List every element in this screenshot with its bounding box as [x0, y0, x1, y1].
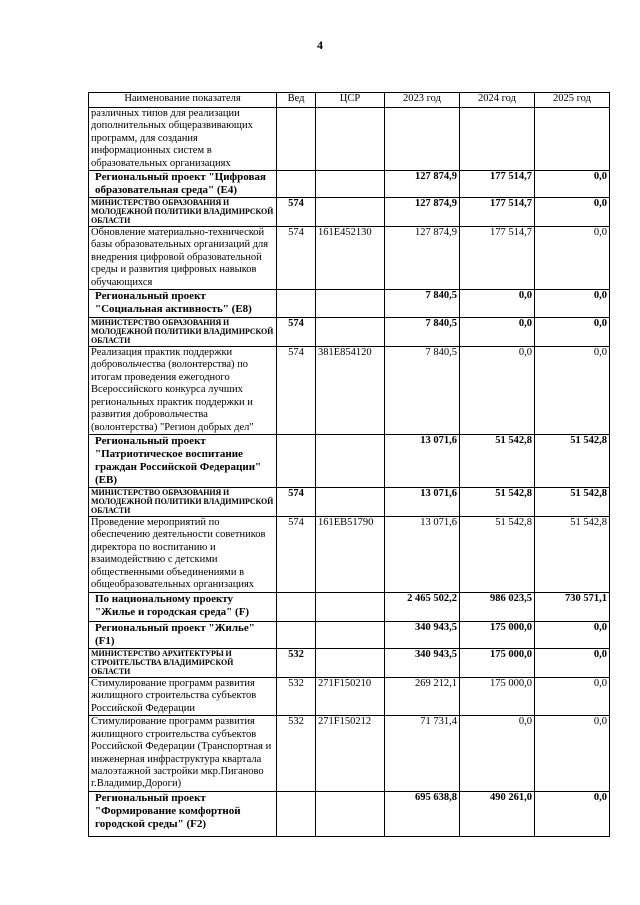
row-2024-value: 986 023,5 — [460, 593, 535, 622]
table-row — [89, 198, 610, 227]
row-ved: 532 — [277, 649, 316, 678]
row-csr — [316, 318, 385, 347]
row-ved — [277, 171, 316, 198]
row-csr — [316, 622, 385, 649]
row-2024-value: 177 514,7 — [460, 198, 535, 227]
row-csr — [316, 108, 385, 171]
row-2024-value: 177 514,7 — [460, 171, 535, 198]
header-2024: 2024 год — [460, 93, 535, 108]
row-2025-value: 0,0 — [535, 678, 610, 716]
table-row — [89, 227, 610, 290]
row-ved — [277, 290, 316, 318]
row-2024-value: 51 542,8 — [460, 517, 535, 593]
row-2024-value — [460, 108, 535, 171]
row-2023-value: 13 071,6 — [385, 488, 460, 517]
row-ved: 574 — [277, 198, 316, 227]
row-csr — [316, 171, 385, 198]
row-2023-value: 2 465 502,2 — [385, 593, 460, 622]
table-row — [89, 649, 610, 678]
row-2023-value: 7 840,5 — [385, 318, 460, 347]
table-row — [89, 108, 610, 171]
row-2025-value: 0,0 — [535, 198, 610, 227]
row-2023-value: 269 212,1 — [385, 678, 460, 716]
table-row — [89, 791, 610, 836]
row-2025-value — [535, 108, 610, 171]
table-row — [89, 171, 610, 198]
row-ved — [277, 108, 316, 171]
row-csr — [316, 488, 385, 517]
row-name: Региональный проект "Цифровая образовательная среда" (E4) — [89, 171, 277, 198]
row-2023-value — [385, 108, 460, 171]
row-2024-value: 0,0 — [460, 290, 535, 318]
row-2023-value: 340 943,5 — [385, 649, 460, 678]
row-name: Региональный проект "Формирование комфортной городской среды" (F2) — [89, 791, 277, 836]
row-ved: 574 — [277, 347, 316, 435]
row-2023-value: 127 874,9 — [385, 198, 460, 227]
row-2024-value: 175 000,0 — [460, 649, 535, 678]
table-header-row — [89, 93, 610, 108]
header-2023: 2023 год — [385, 93, 460, 108]
row-2023-value: 71 731,4 — [385, 716, 460, 791]
row-2025-value: 0,0 — [535, 649, 610, 678]
row-2025-value: 0,0 — [535, 622, 610, 649]
row-csr — [316, 593, 385, 622]
row-ved: 532 — [277, 678, 316, 716]
row-name: Проведение мероприятий по обеспечению деятельности советников директора по воспитанию и взаимодействию с детскими общественными объединениями в общеобразовательных организациях — [89, 517, 277, 593]
row-ved: 574 — [277, 227, 316, 290]
row-2024-value: 177 514,7 — [460, 227, 535, 290]
row-csr: 161E452130 — [316, 227, 385, 290]
row-2023-value: 7 840,5 — [385, 347, 460, 435]
row-2024-value: 0,0 — [460, 716, 535, 791]
row-2025-value: 0,0 — [535, 347, 610, 435]
row-ved: 532 — [277, 716, 316, 791]
row-2025-value: 0,0 — [535, 716, 610, 791]
row-ved: 574 — [277, 488, 316, 517]
row-ved — [277, 593, 316, 622]
table-row — [89, 593, 610, 622]
table-body — [89, 108, 610, 837]
row-2024-value: 51 542,8 — [460, 435, 535, 488]
row-csr — [316, 435, 385, 488]
row-csr: 161EB51790 — [316, 517, 385, 593]
row-2025-value: 0,0 — [535, 227, 610, 290]
page-number: 4 — [317, 38, 323, 52]
row-name: Обновление материально-технической базы образовательных организаций для внедрения цифровой образовательной среды и развития цифровых навыков обучающихся — [89, 227, 277, 290]
row-csr: 381E854120 — [316, 347, 385, 435]
row-2023-value: 695 638,8 — [385, 791, 460, 836]
row-name: различных типов для реализации дополнительных общеразвивающих программ, для создания информационных систем в образовательных организациях — [89, 108, 277, 171]
row-name: МИНИСТЕРСТВО АРХИТЕКТУРЫ И СТРОИТЕЛЬСТВА ВЛАДИМИРСКОЙ ОБЛАСТИ — [89, 649, 277, 678]
row-2024-value: 51 542,8 — [460, 488, 535, 517]
row-name: По национальному проекту "Жилье и городская среда" (F) — [89, 593, 277, 622]
budget-table — [88, 92, 610, 837]
row-name: Региональный проект "Патриотическое воспитание граждан Российской Федерации" (EB) — [89, 435, 277, 488]
row-2023-value: 127 874,9 — [385, 227, 460, 290]
row-2025-value: 51 542,8 — [535, 488, 610, 517]
row-csr — [316, 791, 385, 836]
row-name: Реализация практик поддержки добровольчества (волонтерства) по итогам проведения ежегодного Всероссийского конкурса лучших региональных практик поддержки и развития добровольчества (волонтерства) "Регион добрых дел" — [89, 347, 277, 435]
table-row — [89, 517, 610, 593]
row-name: Стимулирование программ развития жилищного строительства субъектов Российской Федерации (Транспортная и инженерная инфраструктура квартала малоэтажной застройки мкр.Пиганово г.Владимир,Дороги) — [89, 716, 277, 791]
row-ved — [277, 435, 316, 488]
table-row — [89, 347, 610, 435]
row-2023-value: 13 071,6 — [385, 435, 460, 488]
row-2023-value: 340 943,5 — [385, 622, 460, 649]
row-2024-value: 175 000,0 — [460, 678, 535, 716]
row-2023-value: 7 840,5 — [385, 290, 460, 318]
table-row — [89, 622, 610, 649]
row-2025-value: 0,0 — [535, 171, 610, 198]
row-csr — [316, 649, 385, 678]
table-row — [89, 678, 610, 716]
row-csr: 271F150212 — [316, 716, 385, 791]
row-2025-value: 51 542,8 — [535, 517, 610, 593]
header-name: Наименование показателя — [89, 93, 277, 108]
row-2024-value: 0,0 — [460, 347, 535, 435]
row-2025-value: 730 571,1 — [535, 593, 610, 622]
table-row — [89, 318, 610, 347]
row-2024-value: 0,0 — [460, 318, 535, 347]
row-2023-value: 127 874,9 — [385, 171, 460, 198]
row-2025-value: 0,0 — [535, 791, 610, 836]
row-2024-value: 175 000,0 — [460, 622, 535, 649]
row-2023-value: 13 071,6 — [385, 517, 460, 593]
row-csr — [316, 290, 385, 318]
header-ved: Вед — [277, 93, 316, 108]
header-2025: 2025 год — [535, 93, 610, 108]
table-row — [89, 435, 610, 488]
row-ved — [277, 791, 316, 836]
row-csr: 271F150210 — [316, 678, 385, 716]
row-ved: 574 — [277, 517, 316, 593]
table-row — [89, 488, 610, 517]
row-ved: 574 — [277, 318, 316, 347]
row-name: МИНИСТЕРСТВО ОБРАЗОВАНИЯ И МОЛОДЕЖНОЙ ПОЛИТИКИ ВЛАДИМИРСКОЙ ОБЛАСТИ — [89, 198, 277, 227]
table-row — [89, 716, 610, 791]
row-name: Региональный проект "Социальная активность" (E8) — [89, 290, 277, 318]
row-name: МИНИСТЕРСТВО ОБРАЗОВАНИЯ И МОЛОДЕЖНОЙ ПОЛИТИКИ ВЛАДИМИРСКОЙ ОБЛАСТИ — [89, 488, 277, 517]
row-ved — [277, 622, 316, 649]
row-2024-value: 490 261,0 — [460, 791, 535, 836]
row-name: Региональный проект "Жилье" (F1) — [89, 622, 277, 649]
row-csr — [316, 198, 385, 227]
row-name: МИНИСТЕРСТВО ОБРАЗОВАНИЯ И МОЛОДЕЖНОЙ ПОЛИТИКИ ВЛАДИМИРСКОЙ ОБЛАСТИ — [89, 318, 277, 347]
row-2025-value: 51 542,8 — [535, 435, 610, 488]
header-csr: ЦСР — [316, 93, 385, 108]
table-row — [89, 290, 610, 318]
row-name: Стимулирование программ развития жилищного строительства субъектов Российской Федерации — [89, 678, 277, 716]
row-2025-value: 0,0 — [535, 290, 610, 318]
row-2025-value: 0,0 — [535, 318, 610, 347]
